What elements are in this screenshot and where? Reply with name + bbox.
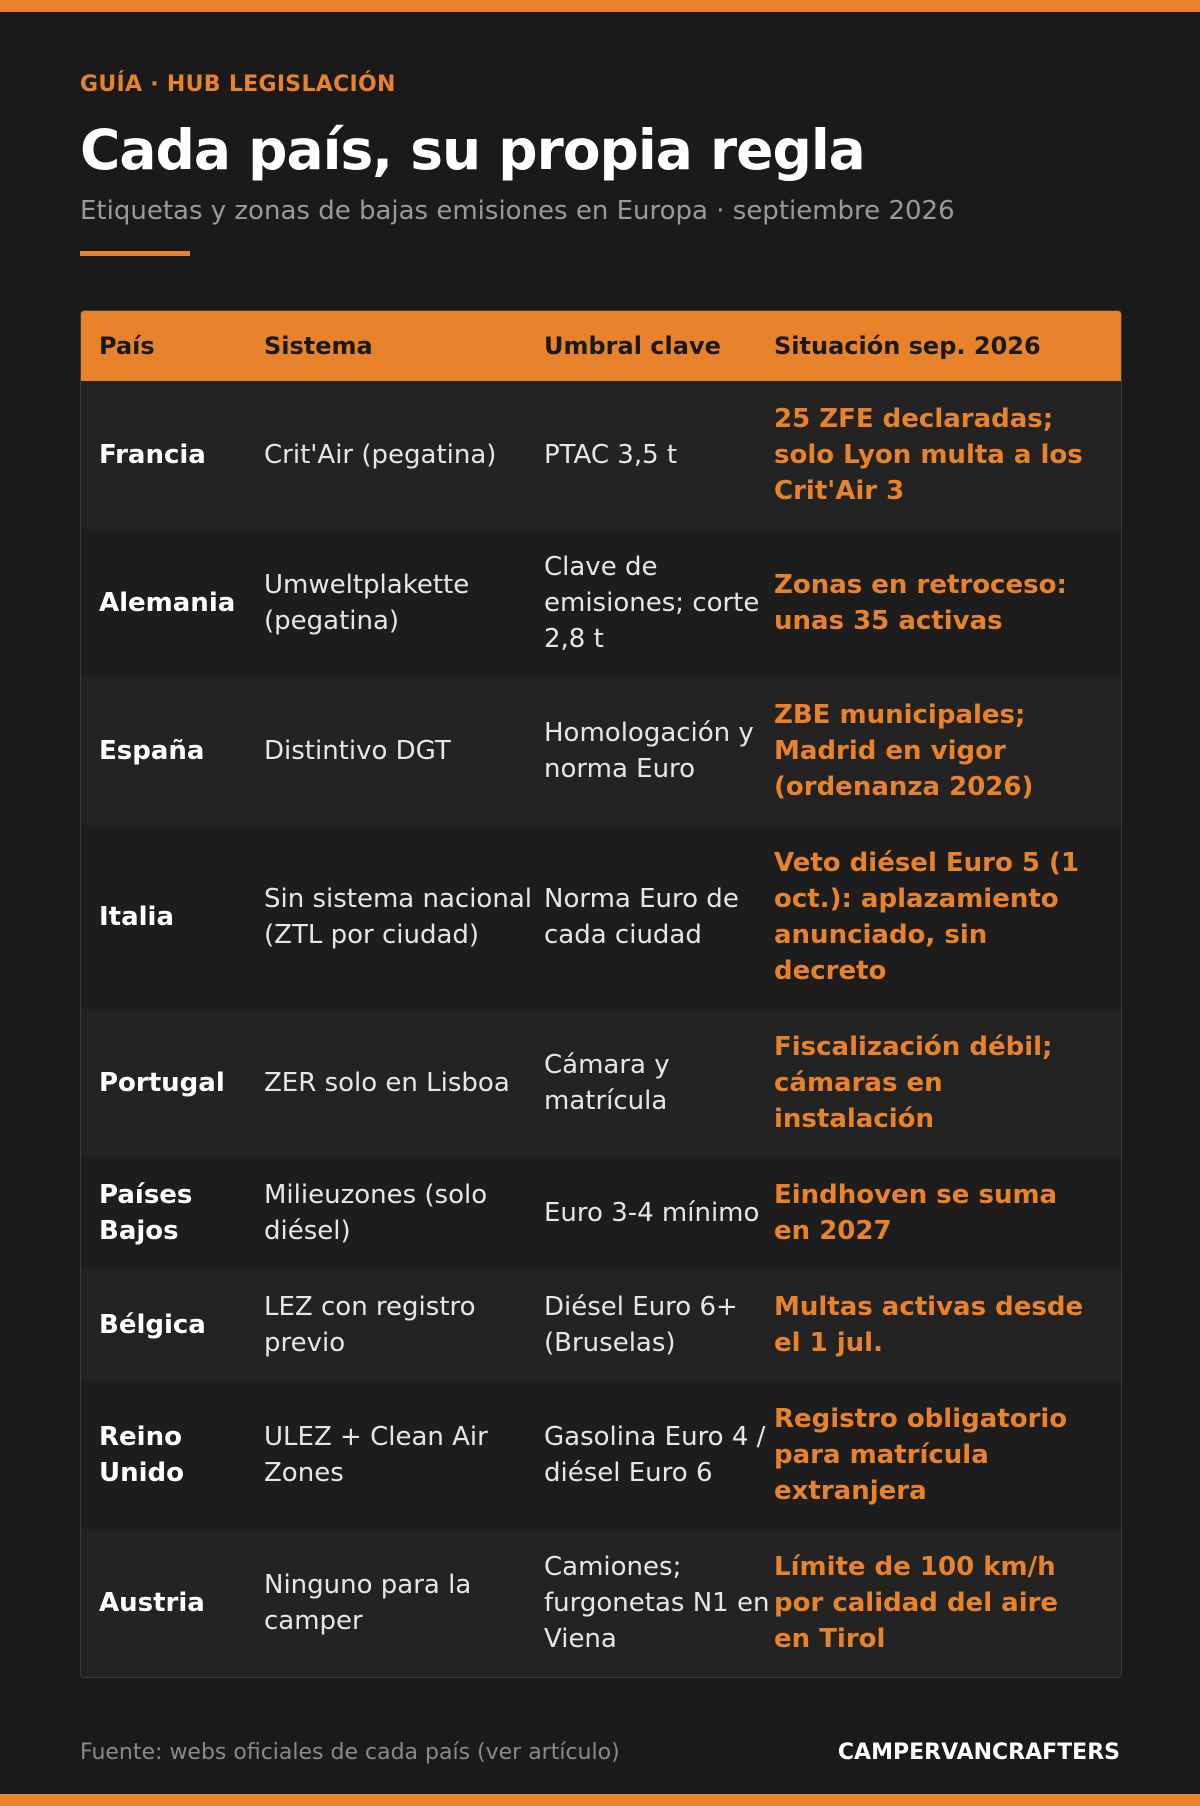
cell-system: Distintivo DGT: [264, 736, 451, 766]
cell-country: España: [99, 736, 205, 766]
cell-country: Portugal: [99, 1068, 225, 1098]
cell-system: ZER solo en Lisboa: [264, 1068, 510, 1098]
cell-threshold: Diésel Euro 6+ (Bruselas): [544, 1292, 738, 1358]
cell-country: Francia: [99, 440, 206, 470]
table-row: [81, 529, 1121, 677]
cell-country: Bélgica: [99, 1310, 206, 1340]
cell-system: Milieuzones (solo diésel): [264, 1180, 488, 1246]
cell-status: Veto diésel Euro 5 (1 oct.): aplazamiento anunciado, sin decreto: [774, 848, 1080, 986]
cell-threshold: Homologación y norma Euro: [544, 718, 754, 784]
page-subtitle: Etiquetas y zonas de bajas emisiones en Europa · septiembre 2026: [80, 196, 955, 226]
cell-status: ZBE municipales; Madrid en vigor (ordenanza 2026): [774, 700, 1034, 802]
cell-system: Sin sistema nacional (ZTL por ciudad): [264, 884, 532, 950]
eyebrow-label: GUÍA · HUB LEGISLACIÓN: [80, 72, 396, 97]
cell-country: Países Bajos: [99, 1180, 193, 1246]
cell-system: LEZ con registro previo: [264, 1292, 476, 1358]
title-underline: [80, 251, 190, 256]
cell-threshold: Gasolina Euro 4 / diésel Euro 6: [544, 1422, 766, 1488]
cell-threshold: PTAC 3,5 t: [544, 440, 678, 470]
cell-status: Eindhoven se suma en 2027: [774, 1180, 1058, 1246]
cell-country: Italia: [99, 902, 175, 932]
column-header-country: País: [99, 332, 155, 360]
table-row: [81, 1157, 1121, 1269]
table-row: [81, 825, 1121, 1009]
cell-threshold: Cámara y matrícula: [544, 1050, 670, 1116]
comparison-table: [80, 310, 1122, 1678]
column-header-status: Situación sep. 2026: [774, 332, 1041, 360]
cell-status: Límite de 100 km/h por calidad del aire en Tirol: [774, 1552, 1059, 1654]
cell-system: Ninguno para la camper: [264, 1570, 472, 1636]
cell-status: Multas activas desde el 1 jul.: [774, 1292, 1084, 1358]
cell-system: ULEZ + Clean Air Zones: [264, 1422, 488, 1488]
source-note: Fuente: webs oficiales de cada país (ver artículo): [80, 1740, 620, 1765]
page-title: Cada país, su propia regla: [80, 118, 865, 182]
table-header: [81, 311, 1121, 381]
cell-threshold: Clave de emisiones; corte 2,8 t: [544, 552, 760, 654]
cell-country: Alemania: [99, 588, 236, 618]
brand-logo-text: CAMPERVANCRAFTERS: [837, 1740, 1120, 1765]
cell-threshold: Norma Euro de cada ciudad: [544, 884, 739, 950]
cell-system: Umweltplakette (pegatina): [264, 570, 470, 636]
table-row: [81, 1269, 1121, 1381]
table-row: [81, 1009, 1121, 1157]
table-row: [81, 677, 1121, 825]
cell-system: Crit'Air (pegatina): [264, 440, 497, 470]
table-row: [81, 1381, 1121, 1529]
top-accent-bar: [0, 0, 1200, 12]
cell-status: Zonas en retroceso: unas 35 activas: [774, 570, 1067, 636]
table-row: [81, 1529, 1121, 1677]
cell-threshold: Camiones; furgonetas N1 en Viena: [544, 1552, 770, 1654]
cell-status: Fiscalización débil; cámaras en instalación: [774, 1032, 1053, 1134]
cell-status: 25 ZFE declaradas; solo Lyon multa a los Crit'Air 3: [774, 404, 1083, 506]
column-header-threshold: Umbral clave: [544, 332, 721, 360]
table-row: [81, 381, 1121, 529]
cell-country: Austria: [99, 1588, 205, 1618]
cell-threshold: Euro 3-4 mínimo: [544, 1198, 760, 1228]
cell-country: Reino Unido: [99, 1422, 185, 1488]
bottom-accent-bar: [0, 1794, 1200, 1806]
cell-status: Registro obligatorio para matrícula extranjera: [774, 1404, 1068, 1506]
column-header-system: Sistema: [264, 332, 373, 360]
